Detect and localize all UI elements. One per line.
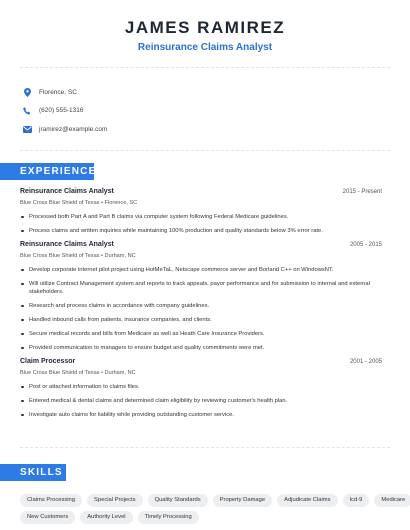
experience-list (20, 188, 382, 425)
job-bullet: Post or attached information to claims files. (20, 383, 382, 391)
job-entry (20, 188, 382, 235)
skill-chip: Timely Processing (138, 511, 199, 524)
job-entry (20, 358, 382, 419)
candidate-title: Reinsurance Claims Analyst (137, 42, 273, 53)
job-bullet: Entered medical & dental claims and determined claim eligibility by reviewing customer's health plan. (20, 397, 382, 405)
job-dates: 2001 - 2005 (349, 359, 382, 365)
job-bullet: Develop corporate internet pilot project using HotMeTaL, Netscape commerce server and Borland C++ on WindowsNT. (20, 266, 382, 274)
skill-chip: Claims Processing (20, 494, 82, 507)
resume-header (0, 18, 410, 54)
skill-chip: Icd-9 (343, 494, 370, 507)
contact-phone (22, 102, 382, 120)
experience-divider (20, 447, 390, 448)
contact-email[interactable] (22, 120, 382, 138)
skills-row (20, 511, 390, 524)
skills-heading: SKILLS (0, 464, 66, 481)
job-bullets (20, 213, 382, 235)
job-bullet: Research and process claims in accordance with company guidelines. (20, 302, 382, 310)
contact-email-text[interactable]: jramirez@example.com (39, 125, 108, 133)
skill-chip: Special Projects (87, 494, 143, 507)
job-title: Reinsurance Claims Analyst (20, 241, 114, 248)
skill-chip: Property Damage (213, 494, 272, 507)
job-company: Blue Cross Blue Shield of Texas • Florence, SC (20, 200, 138, 206)
job-bullet: Will utilize Contract Management system and reports to track appeals, payor performance and for submission to internal and external stakeholders. (20, 280, 382, 296)
envelope-icon (22, 124, 32, 134)
header-divider (20, 67, 390, 68)
map-pin-icon (22, 87, 32, 97)
skill-chip: Medicare (374, 494, 410, 507)
contact-location-text: Florence, SC (39, 88, 77, 96)
job-bullet: Handled inbound calls from patients, insurance companies, and clients. (20, 316, 382, 324)
skills-row (20, 494, 406, 507)
skills-list (20, 494, 406, 528)
job-dates: 2015 - Present (342, 189, 382, 195)
job-entry (20, 241, 382, 352)
contact-divider (20, 150, 390, 151)
skill-chip: Authority Level (80, 511, 132, 524)
job-company: Blue Cross Blue Shield of Texas • Durham, NC (20, 253, 136, 259)
contact-phone-text: (620) 555-1316 (39, 107, 84, 114)
skill-chip: New Customers (20, 511, 75, 524)
job-bullet: Process claims and written inquiries while maintaining 100% production and quality standards below 3% error rate. (20, 227, 382, 235)
job-bullets (20, 266, 382, 352)
experience-heading: EXPERIENCE (0, 163, 94, 180)
skill-chip: Adjudicate Claims (277, 494, 337, 507)
job-bullet: Investigate auto claims for liability while providing outstanding customer service. (20, 411, 382, 419)
contact-location (22, 83, 382, 101)
job-bullet: Provided communication to managers to ensure budget and quality commitments were met. (20, 344, 382, 352)
job-title: Claim Processor (20, 358, 76, 365)
job-bullet: Secure medical records and bills from Medicare as well as Heath Care Insurance Providers. (20, 330, 382, 338)
job-bullet: Processed both Part A and Part B claims via computer system following Federal Medicare guidelines. (20, 213, 382, 221)
candidate-name: JAMES RAMIREZ (124, 18, 286, 37)
job-bullets (20, 383, 382, 419)
job-title: Reinsurance Claims Analyst (20, 188, 114, 195)
job-dates: 2005 - 2015 (349, 242, 382, 248)
job-company: Blue Cross Blue Shield of Texas • Durham, NC (20, 370, 136, 376)
phone-icon (22, 106, 32, 116)
skill-chip: Quality Standards (148, 494, 208, 507)
contact-block (22, 83, 382, 139)
